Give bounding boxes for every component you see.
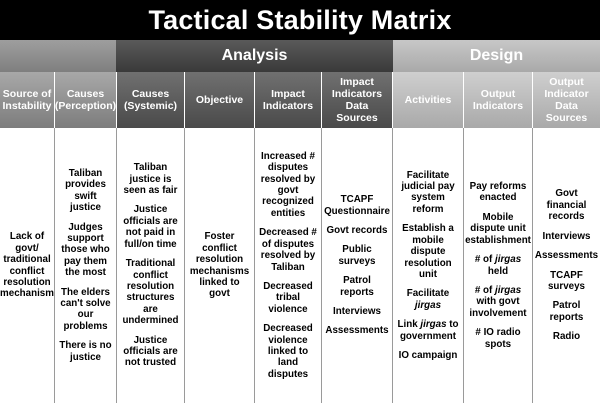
cell-item: Radio xyxy=(552,331,581,343)
cell-item: Patrol reports xyxy=(549,300,584,323)
cell-item: Decreased tribal violence xyxy=(263,280,313,315)
cell-item: TCAPF surveys xyxy=(547,269,586,292)
column-output-indicators xyxy=(464,128,533,403)
cell-item xyxy=(396,288,460,311)
header-impact-indicators: Impact Indicators xyxy=(255,72,322,128)
cell-item-emphasis: jirgas xyxy=(495,254,522,266)
cell-item: Judges support those who pay them the most xyxy=(61,221,110,279)
cell-item: Decreased violence linked to land disputes xyxy=(263,323,313,380)
cell-item: Mobile dispute unit establishment xyxy=(465,211,531,246)
cell-item-text: with govt involvement xyxy=(469,296,527,319)
cell-item: Increased # disputes resolved by govt recognized entities xyxy=(260,150,316,219)
header-impact-indicators-data-sources: Impact Indicators Data Sources xyxy=(322,72,393,128)
column-activities xyxy=(393,128,464,403)
cell-item-emphasis: jirgas xyxy=(414,299,442,311)
cell-item: Traditional conflict resolution structures are undermined xyxy=(122,258,179,327)
cell-item: Foster conflict resolution mechanisms linked to govt xyxy=(189,231,250,300)
header-source-of-instability: Source of Instability xyxy=(0,72,55,128)
cell-item-text: Link xyxy=(397,319,421,331)
cell-item: IO campaign xyxy=(398,349,458,361)
cell-item: Lack of govt/ traditional conflict resolution mechanism xyxy=(0,231,54,300)
cell-item: Assessments xyxy=(325,325,389,337)
column-objective xyxy=(185,128,255,403)
cell-item: Govt records xyxy=(326,224,388,236)
cell-item-text: Facilitate xyxy=(406,288,450,300)
cell-item: Justice officials are not paid in full/on time xyxy=(123,204,178,250)
column-causes-systemic xyxy=(117,128,185,403)
column-header-row xyxy=(0,72,600,128)
cell-item: The elders can't solve our problems xyxy=(60,286,111,332)
cell-item: Interviews xyxy=(542,230,591,242)
cell-item: There is no justice xyxy=(59,340,112,363)
column-impact-indicators xyxy=(255,128,322,403)
cell-item-text: # of xyxy=(474,284,495,296)
cell-item xyxy=(396,319,460,342)
cell-item: Justice officials are not trusted xyxy=(123,334,178,369)
section-analysis: Analysis xyxy=(116,40,393,72)
cell-item: Decreased # of disputes resolved by Taliban xyxy=(259,227,317,273)
header-causes-perception: Causes (Perception) xyxy=(55,72,117,128)
cell-item-emphasis: jirgas xyxy=(495,284,522,296)
column-causes-perception xyxy=(55,128,117,403)
cell-item: # IO radio spots xyxy=(475,327,521,350)
cell-item: Govt financial records xyxy=(546,188,587,223)
section-design: Design xyxy=(393,40,600,72)
column-impact-data-sources xyxy=(322,128,393,403)
column-output-data-sources xyxy=(533,128,600,403)
cell-item: Taliban provides swift justice xyxy=(65,167,106,214)
cell-item xyxy=(467,254,529,277)
cell-item: Public surveys xyxy=(338,244,376,267)
cell-item: Assessments xyxy=(534,250,599,262)
cell-item: Patrol reports xyxy=(340,275,374,298)
column-source-of-instability xyxy=(0,128,55,403)
cell-item: Establish a mobile dispute resolution unit xyxy=(402,223,454,280)
slide-title: Tactical Stability Matrix xyxy=(0,0,600,40)
cell-item: TCAPF Questionnaire xyxy=(324,194,390,217)
cell-item-text: held xyxy=(487,265,509,277)
header-activities: Activities xyxy=(393,72,464,128)
cell-item-text: to government xyxy=(399,319,459,342)
cell-item xyxy=(467,285,529,319)
matrix-body xyxy=(0,128,600,403)
section-blank xyxy=(0,40,116,72)
header-output-indicator-data-sources: Output Indicator Data Sources xyxy=(533,72,600,128)
header-causes-systemic: Causes (Systemic) xyxy=(117,72,185,128)
cell-item: Pay reforms enacted xyxy=(469,181,527,204)
cell-item-emphasis: jirgas xyxy=(420,319,447,331)
cell-item: Facilitate judicial pay system reform xyxy=(401,169,455,215)
cell-item: Taliban justice is seen as fair xyxy=(123,162,178,197)
cell-item-text: # of xyxy=(474,254,495,266)
header-output-indicators: Output Indicators xyxy=(464,72,533,128)
section-header-row xyxy=(0,40,600,72)
cell-item: Interviews xyxy=(333,306,381,318)
header-objective: Objective xyxy=(185,72,255,128)
